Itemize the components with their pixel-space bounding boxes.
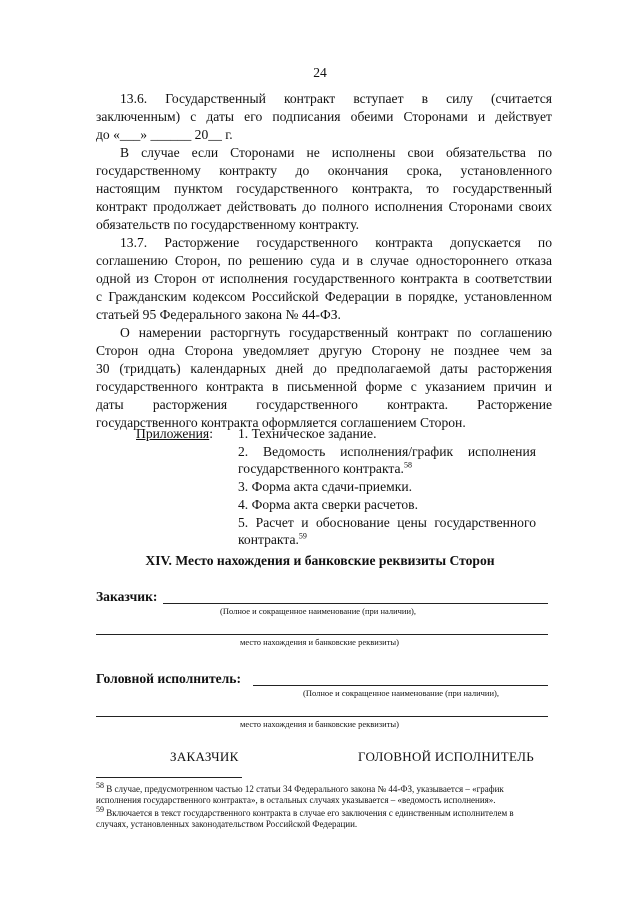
attachment-item-2: 2. Ведомость исполнения/график исполнения: [238, 444, 536, 459]
attachment-item-5: 5. Расчет и обоснование цены государственного: [238, 515, 536, 530]
p-failure-line-4: контракт продолжает действовать до полного исполнения Сторонами своих: [96, 199, 552, 214]
p-failure-line-2: государственному контракту до окончания срока, установленного: [96, 163, 552, 178]
customer-address-line: [96, 634, 548, 635]
attachment-item-1: 1. Техническое задание.: [238, 426, 377, 441]
p13-7-line-1: 13.7. Расторжение государственного контракта допускается по: [120, 235, 552, 250]
p-intent-line-5: даты расторжения государственного контракта. Расторжение: [96, 397, 552, 412]
attachments-label: Приложения: [136, 426, 210, 441]
p13-7-line-5: статьей 95 Федерального закона № 44-ФЗ.: [96, 307, 341, 322]
attachment-item-5-cont: [238, 532, 307, 548]
p-intent-line-6: государственного контракта оформляется соглашением Сторон.: [96, 415, 466, 430]
p-intent-line-3: 30 (тридцать) календарных дней до предполагаемой даты расторжения: [96, 361, 552, 376]
attachment-item-3: 3. Форма акта сдачи-приемки.: [238, 479, 412, 494]
signature-contractor: ГОЛОВНОЙ ИСПОЛНИТЕЛЬ: [358, 749, 534, 764]
p13-6-line-3: до «___» ______ 20__ г.: [96, 127, 233, 142]
attachment-item-2-text: государственного контракта.: [238, 461, 404, 476]
section-heading: XIV. Место нахождения и банковские реквизиты Сторон: [145, 553, 495, 568]
p-intent-line-4: государственного контракта в письменной форме с указанием причин и: [96, 379, 552, 394]
footnote-ref-59: 59: [298, 531, 307, 541]
p13-7-line-3: одной из Сторон от исполнения государственного контракта в соответствии: [96, 271, 552, 286]
footnote-59-num: 59: [96, 805, 104, 814]
attachments-colon: :: [209, 426, 213, 441]
footnote-ref-58: 58: [403, 460, 412, 470]
p-failure-line-1: В случае если Сторонами не исполнены свои обязательства по: [120, 145, 552, 160]
footnote-58-text: В случае, предусмотренном частью 12 статьи 34 Федерального закона № 44-ФЗ, указывается – «график исполнения государственного контракта», в остальных случаях указывается – «ведомость исполнения».: [96, 784, 504, 805]
contractor-label: Головной исполнитель:: [96, 671, 242, 686]
contractor-name-line: [253, 685, 548, 686]
customer-caption-1: (Полное и сокращенное наименование (при наличии),: [220, 606, 416, 616]
contractor-caption-2: место нахождения и банковские реквизиты): [240, 719, 399, 729]
p-failure-line-3: настоящим пунктом государственного контракта, то государственный: [96, 181, 552, 196]
customer-caption-2: место нахождения и банковские реквизиты): [240, 637, 399, 647]
customer-label: Заказчик:: [96, 589, 158, 604]
contractor-caption-1: (Полное и сокращенное наименование (при наличии),: [303, 688, 499, 698]
p-failure-line-5: обязательств по государственному контракту.: [96, 217, 359, 232]
p-intent-line-2: Сторон одна Сторона уведомляет другую Сторону не позднее чем за: [96, 343, 552, 358]
attachment-item-5-text: контракта.: [238, 532, 299, 547]
p13-7-line-2: соглашению Сторон, по решению суда и в случае одностороннего отказа: [96, 253, 552, 268]
customer-name-line: [163, 603, 548, 604]
contractor-address-line: [96, 716, 548, 717]
footnote-separator: [96, 777, 242, 778]
footnote-59: [96, 805, 544, 830]
attachment-item-2-cont: [238, 461, 412, 477]
footnote-59-text: Включается в текст государственного контракта в случае его заключения с единственным исполнителем в случаях, установленных законодательством Российской Федерации.: [96, 808, 514, 829]
attachment-item-4: 4. Форма акта сверки расчетов.: [238, 497, 418, 512]
p13-6-line-2: заключенным) с даты его подписания обеими Сторонами и действует: [96, 109, 552, 124]
footnote-58-num: 58: [96, 781, 104, 790]
page-number: 24: [313, 65, 327, 80]
signature-customer: ЗАКАЗЧИК: [170, 749, 239, 764]
p-intent-line-1: О намерении расторгнуть государственный контракт по соглашению: [120, 325, 552, 340]
p13-6-line-1: 13.6. Государственный контракт вступает в силу (считается: [120, 91, 552, 106]
footnote-58: [96, 781, 544, 806]
p13-7-line-4: с Гражданским кодексом Российской Федерации в порядке, установленном: [96, 289, 552, 304]
attachments-label-wrap: [136, 426, 213, 442]
